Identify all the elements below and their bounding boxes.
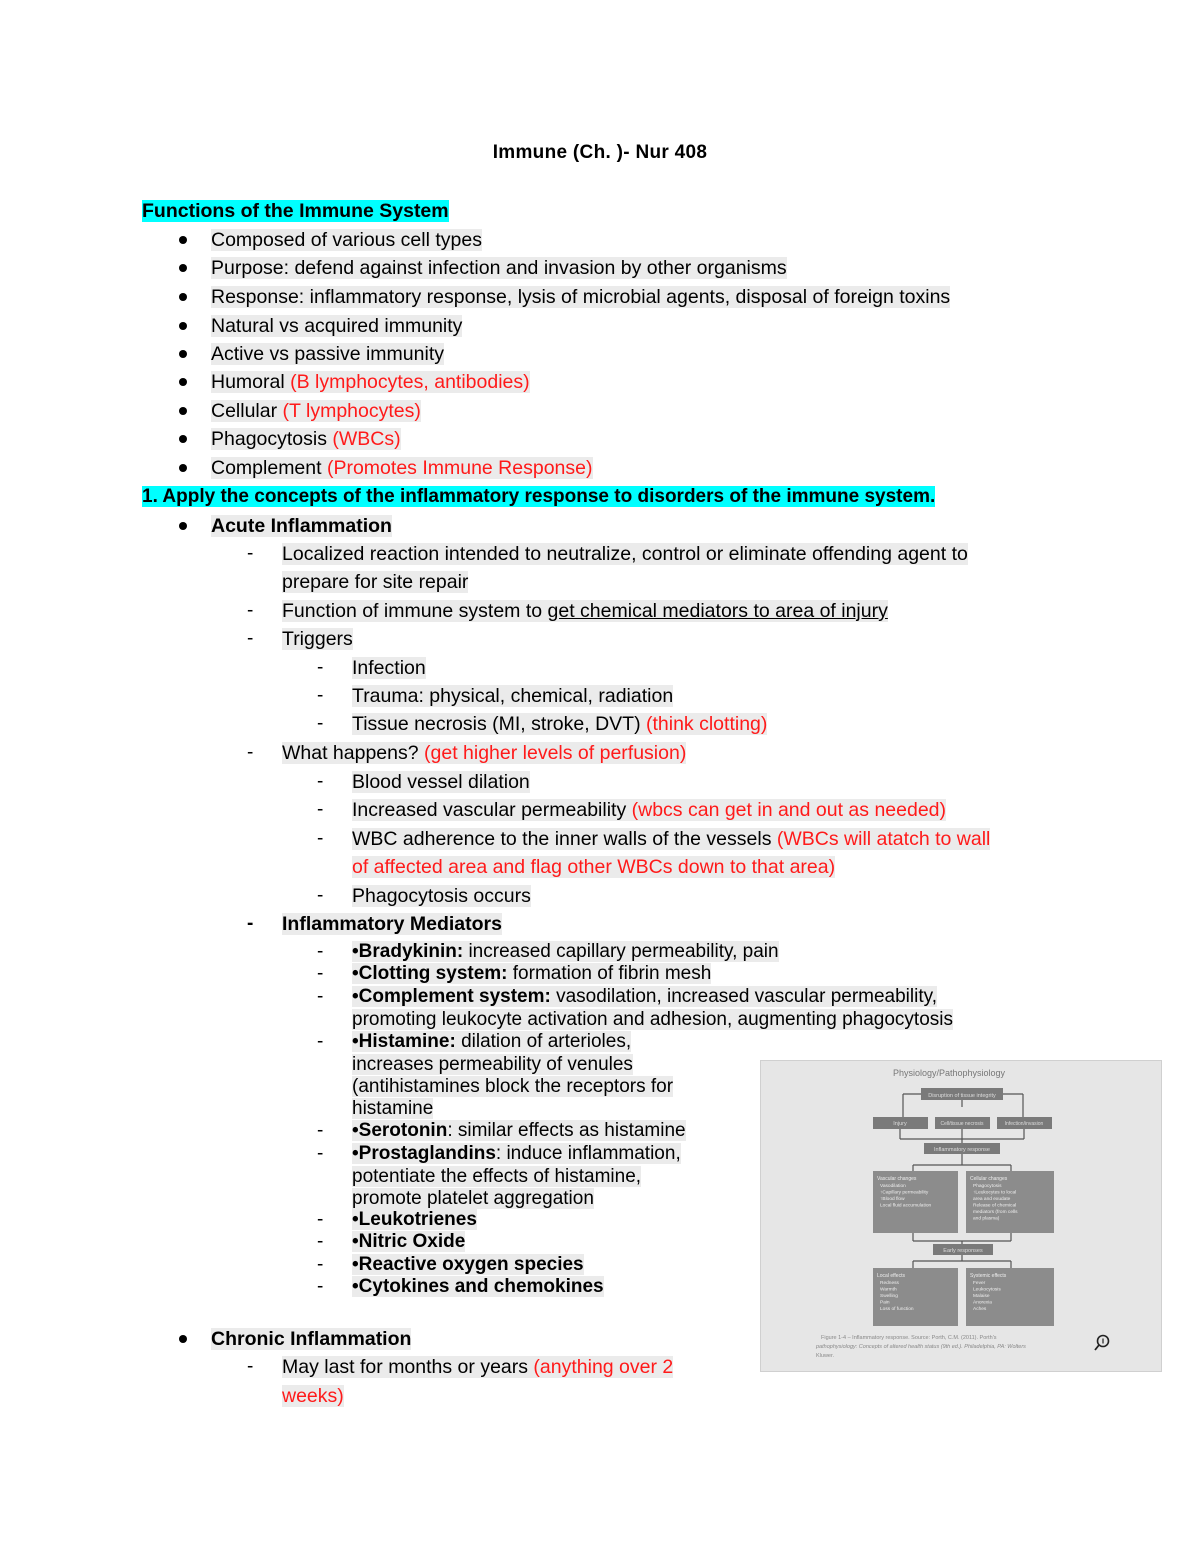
functions-list-item: Response: inflammatory response, lysis of microbial agents, disposal of foreign toxins — [211, 286, 951, 308]
figure-box-item: Redness — [880, 1281, 899, 1286]
figure-box-title: Vascular changes — [877, 1176, 917, 1182]
functions-list-item: Complement (Promotes Immune Response) — [211, 457, 593, 479]
dash-marker: - — [317, 1120, 324, 1141]
bullet-icon — [179, 464, 187, 472]
figure-box-item: Local fluid accumulation — [880, 1203, 932, 1209]
mediator-prostaglandins-line2: potentiate the effects of histamine, — [352, 1166, 642, 1187]
dash-marker: - — [317, 1231, 324, 1252]
page-title: Immune (Ch. )- Nur 408 — [492, 142, 708, 163]
mediator-leukotrienes: •Leukotrienes — [352, 1209, 477, 1230]
figure-box-item: area and exudate — [973, 1197, 1011, 1202]
section-heading-functions: Functions of the Immune System — [142, 200, 449, 222]
dash-marker: - — [317, 1031, 324, 1052]
acute-inflammation-label: Acute Inflammation — [211, 515, 392, 537]
mediator-prostaglandins-line3: promote platelet aggregation — [352, 1188, 594, 1209]
trigger-item: Trauma: physical, chemical, radiation — [352, 685, 674, 707]
figure-box-item: Loss of function — [880, 1307, 914, 1312]
dash-marker: - — [247, 543, 254, 564]
functions-list-item: Active vs passive immunity — [211, 343, 444, 365]
mediator-cytokines: •Cytokines and chemokines — [352, 1276, 604, 1297]
mediator-prostaglandins-line1: •Prostaglandins: induce inflammation, — [352, 1143, 681, 1164]
mediator-histamine-line3: (antihistamines block the receptors for — [352, 1076, 674, 1097]
blood-vessel-dilation: Blood vessel dilation — [352, 771, 530, 793]
figure-box-item: Fever — [973, 1281, 986, 1286]
figure-box-title: Systemic effects — [970, 1273, 1007, 1279]
magnifier-icon[interactable] — [1095, 1336, 1109, 1351]
bullet-icon — [179, 407, 187, 415]
figure-box-item: Phagocytosis — [973, 1184, 1002, 1189]
functions-list-item: Cellular (T lymphocytes) — [211, 400, 421, 422]
figure-caption-line3: Kluwer. — [816, 1353, 835, 1359]
figure-box-item: Leukocytosis — [973, 1287, 1001, 1293]
figure-header: Physiology/Pathophysiology — [892, 1068, 1006, 1078]
dash-marker: - — [317, 1209, 324, 1230]
dash-marker: - — [317, 963, 324, 984]
localized-reaction-line1: Localized reaction intended to neutralize, control or eliminate offending agent to — [282, 543, 968, 565]
figure-box-item: Pain — [880, 1300, 890, 1306]
figure-box-item: ↑Capillary permeability — [880, 1190, 929, 1196]
box-infection-label: Infection/invasion — [1004, 1121, 1044, 1127]
dash-marker: - — [317, 941, 324, 962]
localized-reaction-line2: prepare for site repair — [282, 571, 469, 593]
dash-marker: - — [317, 986, 324, 1007]
mediator-clotting-system: •Clotting system: formation of fibrin mesh — [352, 963, 712, 984]
dash-marker: - — [317, 685, 324, 706]
dash-marker: - — [247, 742, 254, 763]
bullet-icon — [179, 522, 187, 530]
mediator-histamine-line2: increases permeability of venules — [352, 1054, 633, 1075]
phagocytosis-occurs: Phagocytosis occurs — [352, 885, 531, 907]
box-top-label: Disruption of tissue integrity — [928, 1093, 996, 1099]
figure-box-item: Warmth — [880, 1287, 897, 1293]
bullet-icon — [179, 1335, 187, 1343]
dash-marker: - — [317, 885, 324, 906]
flowchart-diagram — [761, 1061, 1161, 1371]
figure-caption-line2: pathophysiology: Concepts of altered health status (9th ed.). Philadelphia, PA: Wolters — [816, 1344, 1026, 1350]
inflammatory-response-figure — [760, 1060, 1162, 1372]
mediator-complement-line2: promoting leukocyte activation and adhesion, augmenting phagocytosis — [352, 1009, 953, 1030]
inflammatory-mediators-label: Inflammatory Mediators — [282, 913, 502, 935]
dash-marker: - — [317, 1254, 324, 1275]
figure-box-item: mediators (from cells — [973, 1210, 1018, 1215]
box-early-label: Early responses — [943, 1248, 983, 1254]
chronic-duration-line2: weeks) — [282, 1385, 344, 1407]
bullet-icon — [179, 322, 187, 330]
dash-marker: - — [247, 1356, 254, 1377]
trigger-item: Tissue necrosis (MI, stroke, DVT) (think clotting) — [352, 713, 768, 735]
functions-list-item: Purpose: defend against infection and invasion by other organisms — [211, 257, 787, 279]
what-happens: What happens? (get higher levels of perfusion) — [282, 742, 687, 764]
dash-marker: - — [317, 657, 324, 678]
functions-list-item: Humoral (B lymphocytes, antibodies) — [211, 371, 530, 393]
dash-marker: - — [247, 913, 254, 934]
box-injury-label: Injury — [893, 1121, 907, 1127]
function-of-immune-system: Function of immune system to get chemical mediators to area of injury — [282, 600, 888, 622]
mediator-complement-line1: •Complement system: vasodilation, increased vascular permeability, — [352, 986, 937, 1007]
increased-permeability: Increased vascular permeability (wbcs can get in and out as needed) — [352, 799, 947, 821]
functions-list-item: Composed of various cell types — [211, 229, 482, 251]
functions-list-item: Natural vs acquired immunity — [211, 315, 463, 337]
box-necrosis-label: Cell/tissue necrosis — [940, 1121, 984, 1127]
chronic-duration-line1: May last for months or years (anything over 2 — [282, 1356, 674, 1378]
figure-box-item: ↑Blood flow — [880, 1197, 905, 1202]
figure-box-item: ↑Leukocytes to local — [973, 1190, 1017, 1196]
figure-box-item: Swelling — [880, 1294, 898, 1299]
figure-box-title: Local effects — [877, 1273, 905, 1279]
mediator-bradykinin: •Bradykinin: increased capillary permeability, pain — [352, 941, 779, 962]
figure-box-title: Cellular changes — [970, 1176, 1008, 1182]
bullet-icon — [179, 264, 187, 272]
dash-marker: - — [317, 771, 324, 792]
mediator-nitric-oxide: •Nitric Oxide — [352, 1231, 466, 1252]
wbc-adherence-line1: WBC adherence to the inner walls of the vessels (WBCs will atatch to wall — [352, 828, 991, 850]
figure-box-item: Aches — [973, 1307, 987, 1312]
triggers-label: Triggers — [282, 628, 353, 650]
functions-list-item: Phagocytosis (WBCs) — [211, 428, 401, 450]
dash-marker: - — [317, 1143, 324, 1164]
chronic-inflammation-label: Chronic Inflammation — [211, 1328, 412, 1350]
dash-marker: - — [317, 828, 324, 849]
dash-marker: - — [317, 799, 324, 820]
dash-marker: - — [317, 1276, 324, 1297]
dash-marker: - — [247, 600, 254, 621]
figure-box-item: Vasodilation — [880, 1184, 906, 1189]
figure-box-item: and plasma) — [973, 1216, 1000, 1222]
figure-box-item: Malaise — [973, 1294, 990, 1299]
bullet-icon — [179, 378, 187, 386]
wbc-adherence-line2: of affected area and flag other WBCs down to that area) — [352, 856, 836, 878]
dash-marker: - — [247, 628, 254, 649]
bullet-icon — [179, 435, 187, 443]
mediator-reactive-oxygen: •Reactive oxygen species — [352, 1254, 584, 1275]
figure-box-item: Release of chemical — [973, 1203, 1017, 1209]
mediator-serotonin: •Serotonin: similar effects as histamine — [352, 1120, 686, 1141]
dash-marker: - — [317, 713, 324, 734]
bullet-icon — [179, 350, 187, 358]
figure-caption-line1: Figure 1-4 – Inflammatory response. Source: Porth, C.M. (2011). Porth's — [821, 1335, 997, 1341]
bullet-icon — [179, 293, 187, 301]
box-response-label: Inflammatory response — [934, 1147, 990, 1153]
mediator-histamine-line1: •Histamine: dilation of arterioles, — [352, 1031, 632, 1052]
bullet-icon — [179, 236, 187, 244]
section-heading-objective-1: 1. Apply the concepts of the inflammatory response to disorders of the immune system. — [142, 486, 936, 507]
mediator-histamine-line4: histamine — [352, 1098, 434, 1119]
trigger-item: Infection — [352, 657, 426, 679]
figure-box-item: Anorexia — [973, 1300, 992, 1306]
